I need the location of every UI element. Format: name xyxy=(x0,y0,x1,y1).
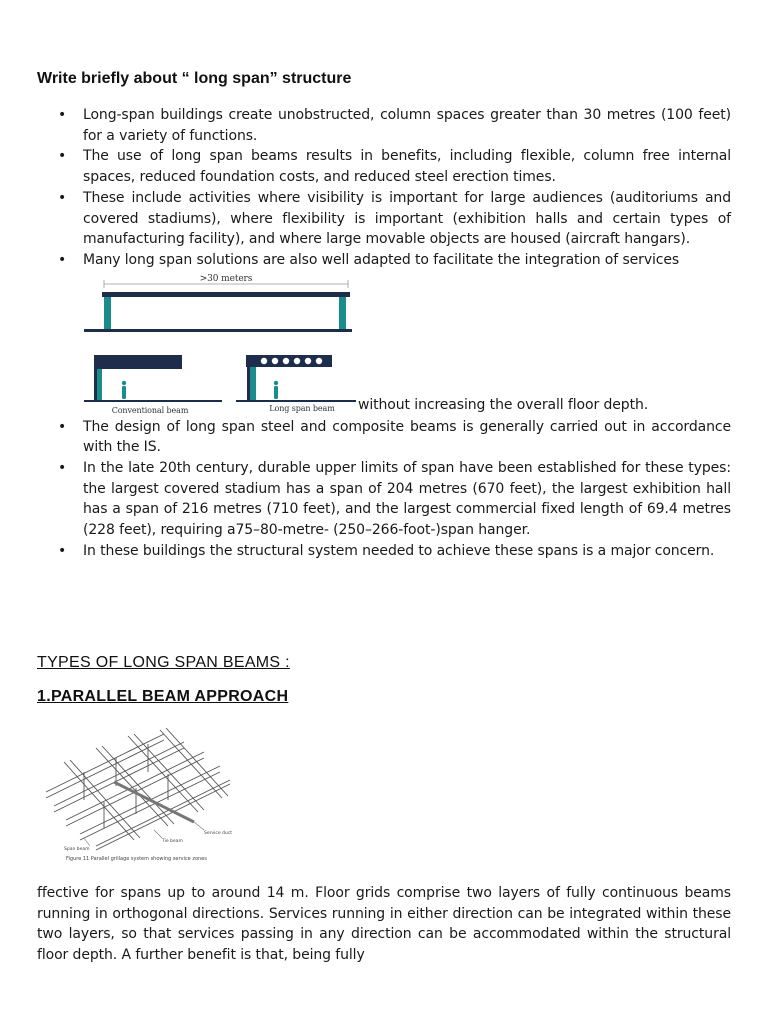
floor-line-left xyxy=(84,400,222,402)
figure-caption: Figure 11 Parallel grillage system showing service zones xyxy=(66,856,207,862)
grillage-figure xyxy=(44,722,234,864)
bullet-dot: • xyxy=(58,251,67,268)
bullet-item: • The use of long span beams results in benefits, including flexible, column free internal spaces, reduced foundation costs, and reduced steel erection times. xyxy=(58,148,731,186)
beam-comparison-figure xyxy=(80,271,358,417)
bullet-item: • Many long span solutions are also well adapted to facilitate the integration of services >30 meters Conventional beam Long span beam without increasing the overall floor depth. xyxy=(0,250,768,417)
figure-trailing-text: without increasing the overall floor depth. xyxy=(358,396,649,413)
beam-comparison-diagram xyxy=(80,271,358,417)
person-body-icon xyxy=(122,386,126,399)
bullet-item: • In the late 20th century, durable upper limits of span have been established for these types: the largest covered stadium has a span of 204 metres (670 feet), the largest exhibition hall has a span of 216 metres (710 feet), and the largest commercial fixed length of 69.4 metres (228 feet), requiring a75–80-metre- (250–266-foot-)span hanger. xyxy=(58,460,731,539)
beam-comparison-row xyxy=(83,271,731,417)
conventional-beam xyxy=(94,355,182,369)
conventional-beam-label: Conventional beam xyxy=(111,405,189,415)
bullet-item: • Long-span buildings create unobstructed, column spaces greater than 30 metres (100 feet) for a variety of functions. xyxy=(58,107,731,144)
types-heading: TYPES OF LONG SPAN BEAMS : xyxy=(37,654,290,671)
body-paragraph: ffective for spans up to around 14 m. Floor grids comprise two layers of fully continuous beams running in orthogonal directions. Services running in either direction can be integrated within these two layers, so that services passing in any direction can be accommodated within the structural floor depth. A further benefit is that, being fully xyxy=(37,885,731,964)
bullet-dot: • xyxy=(58,542,67,559)
person-body-icon xyxy=(274,386,278,399)
service-duct-label: Service duct xyxy=(204,831,233,836)
bullet-dot: • xyxy=(58,148,67,165)
bullet-dot: • xyxy=(58,418,67,435)
bullet-dot: • xyxy=(58,189,67,206)
bullet-item: • In these buildings the structural system needed to achieve these spans is a major concern. xyxy=(0,541,768,562)
long-span-beam-label: Long span beam xyxy=(269,403,335,413)
bullet-list xyxy=(0,105,768,562)
column-right xyxy=(339,297,346,329)
bullet-item: • The design of long span steel and composite beams is generally carried out in accordance with the IS. xyxy=(58,418,731,456)
section-heading: 1.PARALLEL BEAM APPROACH xyxy=(37,688,289,705)
question-heading: Write briefly about “ long span” structure xyxy=(37,70,352,87)
long-span-girder xyxy=(102,292,350,297)
person-head-icon xyxy=(122,380,126,384)
tie-beam-label: Tie beam xyxy=(162,839,183,844)
floor-line-right xyxy=(236,400,356,402)
bullet-item: • These include activities where visibility is important for large audiences (auditoriums and covered stadiums), where flexibility is important (exhibition halls and certain types of manufacturing facility), and where large movable objects are housed (aircraft hangars). xyxy=(58,189,731,248)
span-beam-label: Span beam xyxy=(64,847,90,852)
person-head-icon xyxy=(274,380,278,384)
ground-line xyxy=(84,329,352,332)
column-left xyxy=(104,297,111,329)
grillage-diagram xyxy=(44,722,234,864)
long-span-column xyxy=(250,367,256,400)
bullet-dot: • xyxy=(58,107,67,123)
span-dimension-label: >30 meters xyxy=(199,273,253,284)
bullet-dot: • xyxy=(58,460,67,477)
